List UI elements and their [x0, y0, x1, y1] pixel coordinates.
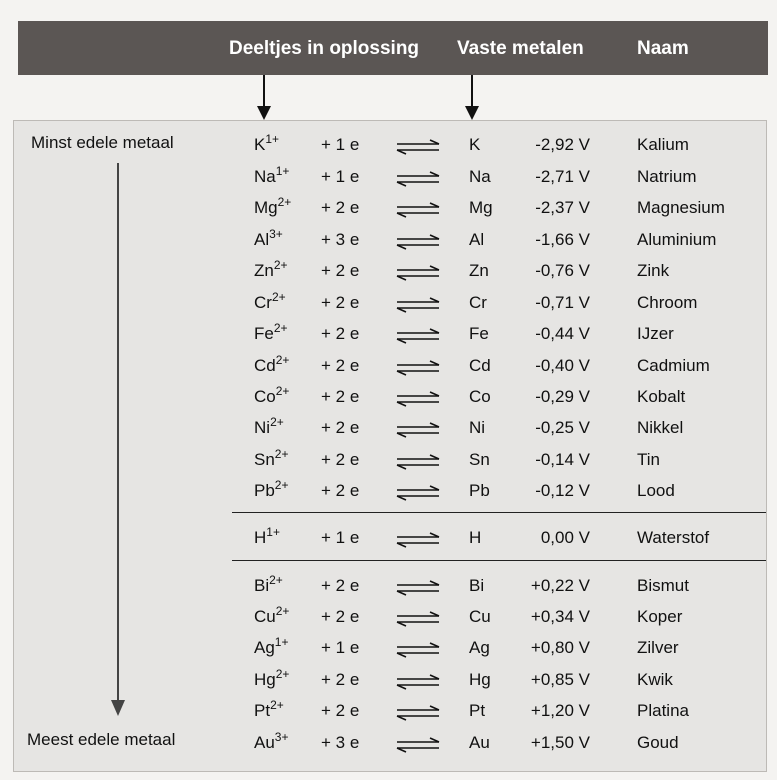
equilibrium-arrow-icon: [395, 265, 441, 287]
equilibrium-arrow-icon: [395, 485, 441, 507]
table-row: [0, 700, 777, 731]
ion-symbol: Cr: [254, 293, 272, 312]
metal-cell: K: [469, 135, 481, 154]
electrons-cell: + 2 e: [321, 261, 360, 280]
electrons-cell: + 2 e: [321, 450, 360, 469]
ion-symbol: Cd: [254, 356, 276, 375]
ion-symbol: Co: [254, 387, 276, 406]
table-row: [0, 166, 777, 197]
equilibrium-arrow-icon: [395, 328, 441, 350]
ion-cell: [254, 449, 288, 471]
electrons-cell: + 2 e: [321, 670, 360, 689]
ion-charge: 2+: [275, 353, 290, 367]
metal-cell: Sn: [469, 450, 490, 469]
ion-cell: [254, 292, 286, 314]
potential-cell: -0,25 V: [535, 418, 590, 437]
equilibrium-arrow-icon: [395, 705, 441, 727]
ion-cell: [254, 260, 288, 282]
ion-symbol: Ag: [254, 638, 275, 657]
table-row: [0, 669, 777, 700]
ion-charge: 2+: [275, 384, 290, 398]
equilibrium-arrow-icon: [395, 171, 441, 193]
ion-cell: [254, 417, 284, 439]
metal-cell: Fe: [469, 324, 489, 343]
metal-cell: Ag: [469, 638, 490, 657]
potential-cell: -0,44 V: [535, 324, 590, 343]
table-row: [0, 480, 777, 511]
ion-charge: 2+: [269, 573, 283, 587]
potential-cell: 0,00 V: [540, 528, 590, 547]
equilibrium-arrow-icon: [395, 454, 441, 476]
equilibrium-arrow-icon: [395, 422, 441, 444]
table-row: [0, 386, 777, 417]
ion-symbol: Pt: [254, 701, 271, 720]
electrons-cell: + 3 e: [321, 230, 360, 249]
electrons-cell: + 2 e: [321, 356, 360, 375]
ion-charge: 2+: [274, 447, 289, 461]
ion-symbol: Fe: [254, 324, 274, 343]
potential-cell: -0,40 V: [535, 356, 590, 375]
electrons-cell: + 2 e: [321, 576, 360, 595]
metal-cell: Ni: [469, 418, 486, 437]
electrons-cell: + 1 e: [321, 167, 360, 186]
ion-cell: [254, 134, 279, 156]
ion-charge: 2+: [275, 604, 290, 618]
metal-cell: Bi: [469, 576, 485, 595]
potential-cell: -0,29 V: [535, 387, 590, 406]
ion-cell: [254, 669, 289, 691]
ion-charge: 2+: [273, 258, 288, 272]
potential-cell: +0,34 V: [530, 607, 590, 626]
equilibrium-arrow-icon: [395, 297, 441, 319]
separator-before-hydrogen: [232, 512, 766, 513]
potential-cell: -1,66 V: [535, 230, 590, 249]
potential-cell: -0,14 V: [535, 450, 590, 469]
equilibrium-arrow-icon: [395, 580, 441, 602]
equilibrium-arrow-icon: [395, 674, 441, 696]
potential-cell: +0,80 V: [530, 638, 590, 657]
ion-cell: [254, 527, 280, 549]
ion-symbol: Sn: [254, 450, 275, 469]
least-noble-label: Minst edele metaal: [31, 133, 174, 152]
table-row: [0, 417, 777, 448]
potential-cell: -2,92 V: [535, 135, 590, 154]
ion-symbol: Al: [254, 230, 270, 249]
name-cell: Zilver: [637, 638, 679, 657]
header-particles: Deeltjes in oplossing: [229, 38, 420, 59]
equilibrium-arrow-icon: [395, 642, 441, 664]
ion-symbol: H: [254, 528, 267, 547]
potential-cell: +1,20 V: [530, 701, 590, 720]
potential-cell: +1,50 V: [530, 733, 590, 752]
ion-cell: [254, 323, 288, 345]
ion-charge: 3+: [269, 227, 283, 241]
name-cell: Magnesium: [637, 198, 725, 217]
ion-charge: 2+: [270, 698, 284, 712]
name-cell: Kalium: [637, 135, 689, 154]
name-cell: Cadmium: [637, 356, 710, 375]
table-row: [0, 229, 777, 260]
ion-cell: [254, 700, 284, 722]
name-cell: Kwik: [637, 670, 673, 689]
ion-charge: 1+: [265, 132, 280, 146]
table-row: [0, 575, 777, 606]
separator-after-hydrogen: [232, 560, 766, 561]
metal-cell: Pt: [469, 701, 486, 720]
metal-cell: Zn: [469, 261, 489, 280]
ion-symbol: Mg: [254, 198, 278, 217]
ion-charge: 2+: [270, 415, 284, 429]
potential-cell: +0,85 V: [530, 670, 590, 689]
ion-charge: 1+: [274, 635, 289, 649]
potential-cell: -2,37 V: [535, 198, 590, 217]
electrons-cell: + 2 e: [321, 701, 360, 720]
name-cell: Chroom: [637, 293, 698, 312]
metal-cell: Cd: [469, 356, 491, 375]
ion-symbol: Na: [254, 167, 276, 186]
potential-cell: -0,12 V: [535, 481, 590, 500]
ion-symbol: Au: [254, 733, 275, 752]
name-cell: IJzer: [637, 324, 674, 343]
equilibrium-arrow-icon: [395, 611, 441, 633]
name-cell: Goud: [637, 733, 679, 752]
electrons-cell: + 2 e: [321, 418, 360, 437]
most-noble-label: Meest edele metaal: [27, 730, 176, 749]
name-cell: Tin: [637, 450, 660, 469]
table-row: [0, 134, 777, 165]
metal-cell: Co: [469, 387, 491, 406]
ion-charge: 2+: [273, 321, 288, 335]
table-row: [0, 637, 777, 668]
header-name: Naam: [637, 38, 689, 59]
metal-cell: Au: [469, 733, 490, 752]
table-row: [0, 355, 777, 386]
ion-cell: [254, 166, 289, 188]
ion-cell: [254, 229, 283, 251]
ion-symbol: Cu: [254, 607, 276, 626]
name-cell: Nikkel: [637, 418, 684, 437]
ion-cell: [254, 606, 289, 628]
potential-cell: +0,22 V: [530, 576, 590, 595]
name-cell: Zink: [637, 261, 670, 280]
name-cell: Lood: [637, 481, 675, 500]
equilibrium-arrow-icon: [395, 234, 441, 256]
name-cell: Bismut: [637, 576, 689, 595]
electrons-cell: + 2 e: [321, 387, 360, 406]
name-cell: Waterstof: [637, 528, 710, 547]
electrons-cell: + 1 e: [321, 135, 360, 154]
electrons-cell: + 2 e: [321, 324, 360, 343]
name-cell: Aluminium: [637, 230, 717, 249]
table-row: [0, 197, 777, 228]
ion-symbol: Bi: [254, 576, 270, 595]
ion-charge: 3+: [274, 730, 289, 744]
equilibrium-arrow-icon: [395, 532, 441, 554]
ion-symbol: Ni: [254, 418, 271, 437]
metals-connector: [471, 75, 473, 109]
potential-cell: -0,71 V: [535, 293, 590, 312]
table-row: [0, 449, 777, 480]
ion-cell: [254, 637, 288, 659]
table-row: [0, 527, 777, 558]
equilibrium-arrow-icon: [395, 391, 441, 413]
metal-cell: Hg: [469, 670, 491, 689]
ion-charge: 2+: [274, 478, 289, 492]
metal-cell: Cr: [469, 293, 487, 312]
particles-arrow-icon: [257, 106, 271, 120]
potential-cell: -2,71 V: [535, 167, 590, 186]
metal-cell: Al: [469, 230, 485, 249]
ion-symbol: Hg: [254, 670, 276, 689]
name-cell: Kobalt: [637, 387, 686, 406]
metal-cell: Na: [469, 167, 491, 186]
potential-cell: -0,76 V: [535, 261, 590, 280]
ion-cell: [254, 197, 291, 219]
particles-connector: [263, 75, 265, 109]
equilibrium-arrow-icon: [395, 737, 441, 759]
name-cell: Platina: [637, 701, 689, 720]
ion-charge: 2+: [277, 195, 292, 209]
electrons-cell: + 2 e: [321, 293, 360, 312]
name-cell: Natrium: [637, 167, 697, 186]
electrons-cell: + 1 e: [321, 638, 360, 657]
ion-cell: [254, 480, 288, 502]
equilibrium-arrow-icon: [395, 360, 441, 382]
electrons-cell: + 1 e: [321, 528, 360, 547]
ion-charge: 1+: [275, 164, 290, 178]
ion-cell: [254, 575, 283, 597]
ion-charge: 2+: [275, 667, 290, 681]
ion-cell: [254, 732, 288, 754]
electrons-cell: + 3 e: [321, 733, 360, 752]
table-row: [0, 323, 777, 354]
ion-charge: 2+: [271, 290, 286, 304]
equilibrium-arrow-icon: [395, 139, 441, 161]
electrons-cell: + 2 e: [321, 607, 360, 626]
electrons-cell: + 2 e: [321, 481, 360, 500]
electrons-cell: + 2 e: [321, 198, 360, 217]
ion-cell: [254, 355, 289, 377]
ion-symbol: K: [254, 135, 266, 154]
metal-cell: Mg: [469, 198, 493, 217]
ion-cell: [254, 386, 289, 408]
ion-symbol: Pb: [254, 481, 275, 500]
metal-cell: Pb: [469, 481, 490, 500]
table-row: [0, 606, 777, 637]
equilibrium-arrow-icon: [395, 202, 441, 224]
header-metals: Vaste metalen: [457, 38, 584, 59]
metal-cell: H: [469, 528, 482, 547]
table-row: [0, 260, 777, 291]
ion-symbol: Zn: [254, 261, 274, 280]
name-cell: Koper: [637, 607, 683, 626]
metal-cell: Cu: [469, 607, 491, 626]
table-row: [0, 292, 777, 323]
ion-charge: 1+: [266, 525, 280, 539]
metals-arrow-icon: [465, 106, 479, 120]
table-row: [0, 732, 777, 763]
